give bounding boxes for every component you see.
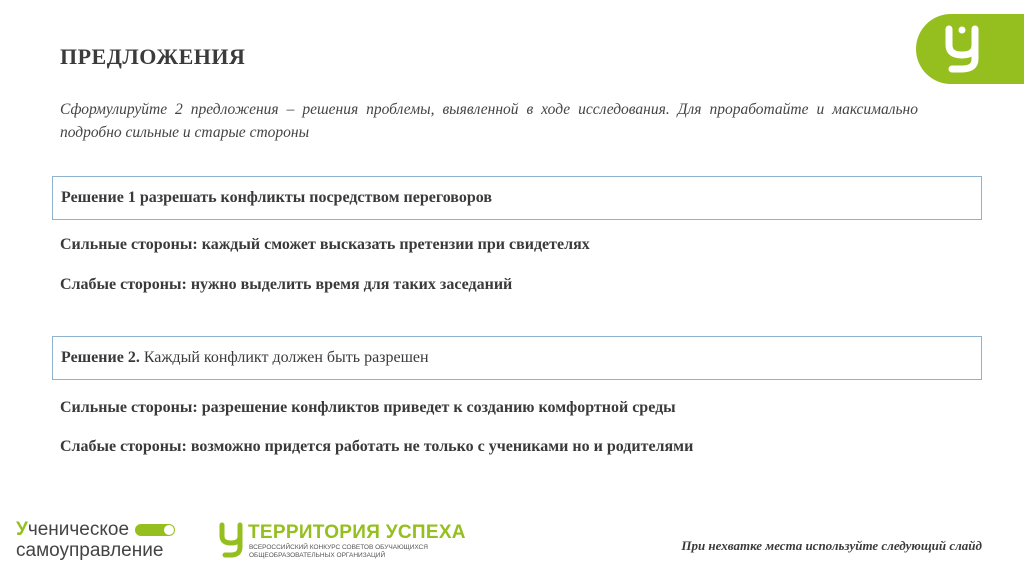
u-letter-logo-icon [942, 25, 982, 73]
toggle-pill-icon [135, 524, 175, 536]
u-letter-logo-icon [218, 522, 244, 558]
brand2-sub2: ОБЩЕОБРАЗОВАТЕЛЬНЫХ ОРГАНИЗАЦИЙ [249, 552, 386, 559]
brand2-title: ТЕРРИТОРИЯ УСПЕХА [248, 522, 466, 543]
footer-note: При нехватке места используйте следующий слайд [681, 538, 982, 553]
solution-1-strengths: Сильные стороны: каждый сможет высказать претензии при свидетелях [60, 236, 590, 253]
solution-2-strengths: Сильные стороны: разрешение конфликтов приведет к созданию комфортной среды [60, 399, 676, 416]
brand1-line2: самоуправление [16, 540, 164, 561]
intro-text: Сформулируйте 2 предложения – решения проблемы, выявленной в ходе исследования. Для проработайте и максимально подробно сильные и старые стороны [60, 101, 918, 141]
solution-2-weaknesses: Слабые стороны: возможно придется работать не только с учениками но и родителями [60, 438, 694, 455]
brand-student-government [16, 520, 175, 562]
brand1-line1: ченическое [27, 519, 130, 540]
solution-2-label: Решение 2. [61, 349, 140, 366]
solution-2-text: Каждый конфликт должен быть разрешен [139, 349, 429, 366]
corner-logo [916, 14, 1024, 84]
brand2-subtitle [249, 544, 428, 560]
brand2-sub1: ВСЕРОССИЙСКИЙ КОНКУРС СОВЕТОВ ОБУЧАЮЩИХСЯ [249, 544, 428, 551]
solution-1-box [52, 176, 982, 220]
solution-1-weaknesses: Слабые стороны: нужно выделить время для таких заседаний [60, 276, 513, 293]
solution-2-box [52, 336, 982, 380]
brand1-initial: У [16, 519, 28, 540]
solution-1-text: Решение 1 разрешать конфликты посредством переговоров [61, 189, 492, 206]
page-title: ПРЕДЛОЖЕНИЯ [60, 44, 246, 69]
